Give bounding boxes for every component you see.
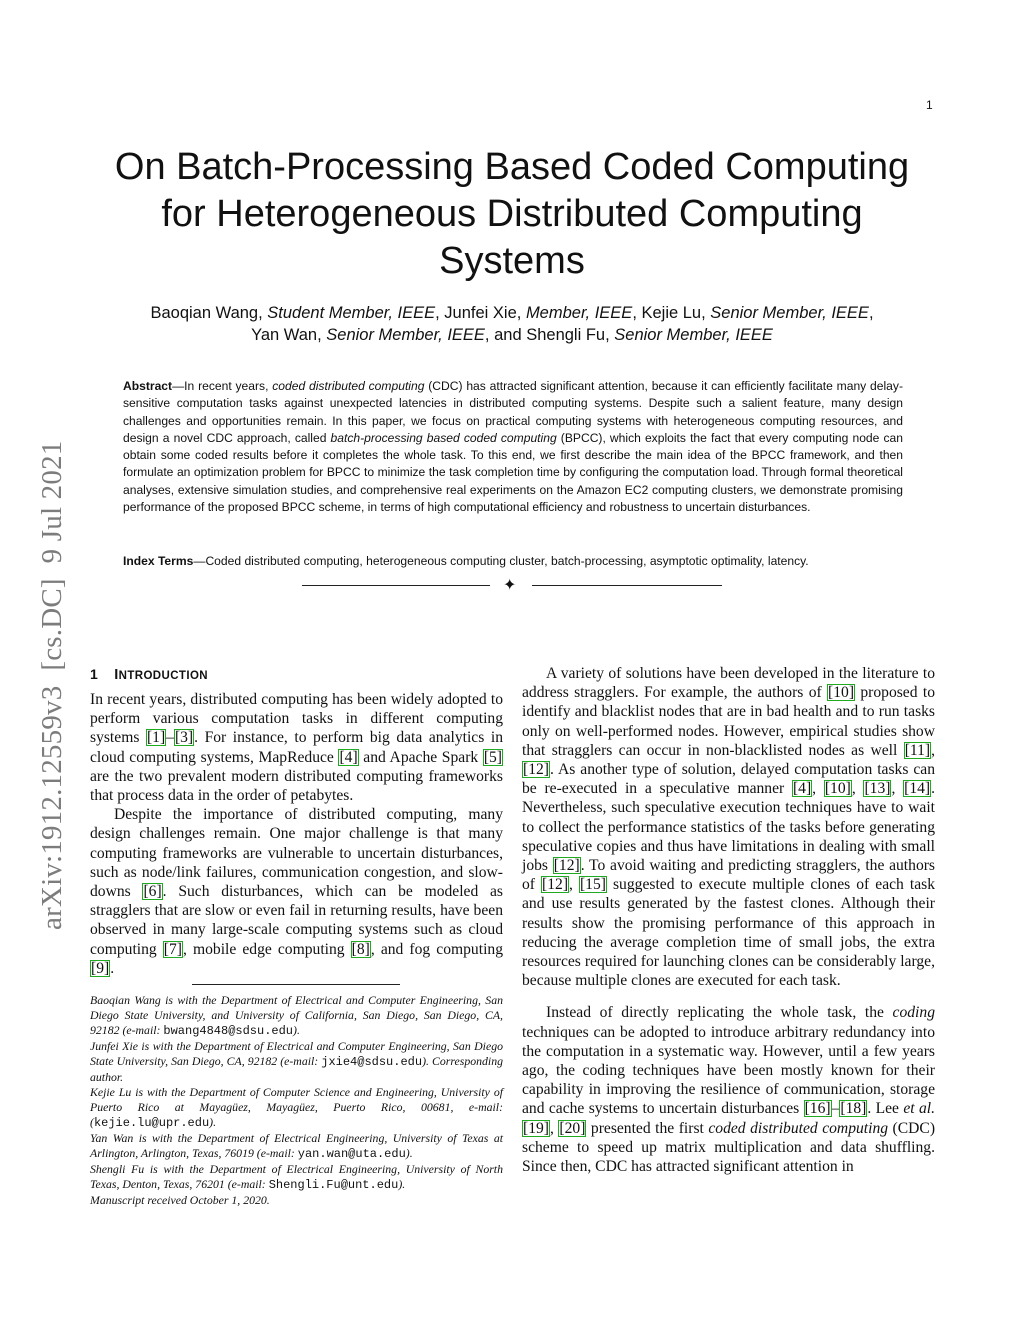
section-title-initial: I <box>114 667 119 683</box>
text-run: Instead of directly replicating the whole task, the <box>546 1004 893 1022</box>
text-run: , <box>891 780 904 798</box>
text-run: . Lee <box>867 1100 904 1118</box>
text-run: , mobile edge computing <box>182 940 351 958</box>
text-run: . Nevertheless, such speculative execution techniques have to wait to collect the performance statistics of the tasks before generating speculative copies and thus have limitations in dealing with small jobs <box>522 780 936 875</box>
text-run: , <box>569 876 579 894</box>
citation-link[interactable]: [20] <box>559 1119 586 1137</box>
citation-link[interactable]: [5] <box>483 748 502 766</box>
email-link[interactable]: yan.wan@uta.edu <box>297 1147 406 1162</box>
text-run: proposed to identify and blacklist nodes that are in bad health and to run tasks only on well-performed nodes. However, empirical studies show that stragglers can occur in non-blacklisted nodes as well <box>522 684 936 759</box>
citation-link[interactable]: [12] <box>553 857 580 875</box>
author-name: Baoqian Wang, <box>150 304 268 322</box>
abstract-text: (CDC) has attracted significant attention, because it can efficiently facilitate many delay-sensitive computation tasks against unexpected latencies in distributed computing systems. Despite such a salient feature, many design challenges and opportunities remain. In this paper, we focus on practical computing systems with heterogeneous computing resources, and design a novel CDC approach, called <box>123 379 903 445</box>
title-line: On Batch-Processing Based Coded Computing <box>114 146 910 188</box>
author-name: , Kejie Lu, <box>632 304 711 322</box>
author-membership: Senior Member, IEEE <box>710 304 869 322</box>
text-run: , <box>851 780 864 798</box>
text-run: . To avoid waiting and predicting stragglers, the authors of <box>522 857 935 894</box>
page-number: 1 <box>926 98 933 112</box>
citation-link[interactable]: [9] <box>91 959 110 977</box>
citation-link[interactable]: [4] <box>339 748 358 766</box>
text-run: techniques can be adopted to introduce arbitrary redundancy into the computation in a systematic way. However, until a few years ago, the coding techniques have been mostly known for their capability in improving the resilience of communication, storage and cache systems to uncertain disturbances <box>522 1023 935 1118</box>
text-run: and Apache Spark <box>358 748 483 766</box>
email-link[interactable]: bwang4848@sdsu.edu <box>163 1024 294 1039</box>
text-run: In recent years, distributed computing has been widely adopted to perform various computation tasks in different computing systems <box>90 691 503 747</box>
email-link[interactable]: jxie4@sdsu.edu <box>321 1055 423 1070</box>
text-run: ). <box>293 1023 300 1038</box>
citation-link[interactable]: [12] <box>523 761 549 779</box>
author-name: , and Shengli Fu, <box>484 326 615 344</box>
abstract-text: —In recent years, <box>172 379 273 393</box>
text-run: suggested to execute multiple clones of each task and use results generated by the fastest clones. Although their results show the promising performance of this approach in reducing the average completion time of small jobs, the extra resources required for launching clones can be considerably large, because multiple clones are executed for each task. <box>522 876 935 990</box>
paragraph <box>90 805 503 978</box>
author-membership: Student Member, IEEE <box>267 304 436 322</box>
text-run: , and fog computing <box>370 940 503 958</box>
author-line <box>60 302 964 324</box>
citation-link[interactable]: [7] <box>163 940 182 958</box>
author-line <box>60 324 964 346</box>
text-run: , <box>549 1119 559 1137</box>
footnote <box>90 1131 503 1162</box>
text-run: . As another type of solution, delayed computation tasks can be re-executed in a speculative manner <box>522 761 935 798</box>
citation-link[interactable]: [4] <box>792 780 812 798</box>
divider-star-icon: ✦ <box>503 575 517 594</box>
text-run: – <box>831 1100 840 1118</box>
text-run: Junfei Xie is with the Department of Electrical and Computer Engineering, San Diego State University, San Diego, CA, 92182 (e-mail: <box>90 1039 503 1069</box>
footnote-rule <box>192 984 400 985</box>
section-heading-introduction <box>90 664 503 686</box>
section-number: 1 <box>90 666 99 682</box>
author-name: Yan Wan, <box>251 326 327 344</box>
text-run: , <box>931 741 935 759</box>
footnote <box>90 993 503 1039</box>
footnote: Manuscript received October 1, 2020. <box>90 1193 270 1208</box>
text-run: ). <box>398 1177 406 1192</box>
footnote <box>90 1039 503 1085</box>
index-terms-label: Index Terms <box>123 554 194 568</box>
text-run: ). <box>209 1115 217 1130</box>
text-run: are the two prevalent modern distributed computing frameworks that process data in the order of petabytes. <box>90 767 503 805</box>
paragraph <box>90 690 503 805</box>
citation-link[interactable]: [3] <box>174 729 194 747</box>
author-list <box>60 302 964 346</box>
author-membership: Senior Member, IEEE <box>326 326 485 344</box>
abstract <box>123 378 903 516</box>
arxiv-identifier-stamp[interactable]: arXiv:1912.12559v3 [cs.DC] 9 Jul 2021 <box>36 440 68 930</box>
citation-link[interactable]: [12] <box>542 876 569 894</box>
citation-link[interactable]: [11] <box>904 741 931 759</box>
citation-link[interactable]: [14] <box>904 780 931 798</box>
index-terms <box>123 553 903 570</box>
text-run: Kejie Lu is with the Department of Computer Science and Engineering, University of Puerto Rico at Mayagüez, Mayagüez, Puerto Rico, 00681, e-mail: ( <box>90 1085 503 1130</box>
citation-link[interactable]: [6] <box>143 883 162 901</box>
paper-title <box>60 144 964 285</box>
abstract-label: Abstract <box>123 379 173 393</box>
paragraph <box>522 664 935 990</box>
citation-link[interactable]: [19] <box>523 1119 549 1137</box>
citation-link[interactable]: [10] <box>824 780 851 798</box>
paragraph <box>522 1003 935 1176</box>
email-link[interactable]: kejie.lu@upr.edu <box>93 1116 210 1131</box>
divider-line-left <box>302 585 490 586</box>
left-column <box>90 664 503 1208</box>
citation-link[interactable]: [16] <box>804 1100 831 1118</box>
divider-line-right <box>532 585 722 586</box>
citation-link[interactable]: [15] <box>579 876 606 894</box>
text-run: – <box>166 729 174 747</box>
text-run: Shengli Fu is with the Department of Electrical Engineering, University of North Texas, Denton, Texas, 76201 (e-mail: <box>90 1162 503 1192</box>
citation-link[interactable]: [1] <box>146 729 166 747</box>
citation-link[interactable]: [10] <box>828 684 855 702</box>
text-emphasis: coded distributed computing <box>708 1119 889 1137</box>
text-run: A variety of solutions have been developed in the literature to address stragglers. For example, the authors of <box>522 665 935 702</box>
footnote <box>90 1162 503 1193</box>
author-membership: Senior Member, IEEE <box>614 326 773 344</box>
footnotes <box>90 993 503 1208</box>
email-link[interactable]: Shengli.Fu@unt.edu <box>268 1178 399 1193</box>
author-membership: Member, IEEE <box>525 304 633 322</box>
index-terms-text: —Coded distributed computing, heterogeneous computing cluster, batch-processing, asymptotic optimality, latency. <box>193 554 809 568</box>
section-title-rest: NTRODUCTION <box>118 670 208 682</box>
right-column <box>522 664 935 1176</box>
text-run: , <box>812 780 824 798</box>
text-run: Yan Wan is with the Department of Electrical Engineering, University of Texas at Arlington, Arlington, Texas, 76019 (e-mail: <box>90 1131 503 1161</box>
text-run: Baoqian Wang is with the Department of Electrical and Computer Engineering, San Diego State University, and University of California, San Diego, San Diego, CA, 92182 (e-mail: <box>90 993 503 1038</box>
text-run: . Such disturbances, which can be modeled as stragglers that are slow or even fail in returning results, have been observed in many large-scale computing systems such as cloud computing <box>90 883 504 958</box>
author-name: , Junfei Xie, <box>435 304 526 322</box>
text-run: ). Corresponding author. <box>90 1054 503 1085</box>
title-line: Systems <box>439 240 585 282</box>
text-run: ). <box>405 1146 413 1161</box>
text-run: . <box>110 959 115 977</box>
text-emphasis: et al. <box>903 1100 935 1118</box>
footnote <box>90 1085 503 1131</box>
author-separator: , <box>868 304 874 322</box>
text-run: . For instance, to perform big data analytics in cloud computing systems, MapReduce <box>90 729 503 766</box>
abstract-emphasis: coded distributed computing <box>272 379 425 393</box>
citation-link[interactable]: [8] <box>351 940 370 958</box>
section-divider <box>302 575 722 595</box>
text-emphasis: coding <box>892 1004 935 1022</box>
text-run: (CDC) scheme to speed up matrix multiplication and data shuffling. Since then, CDC has attracted significant attention in <box>522 1119 936 1176</box>
abstract-text: (BPCC), which exploits the fact that every computing node can obtain some coded results before it completes the whole task. To this end, we first describe the main idea of the BPCC framework, and then formulate an optimization problem for BPCC to minimize the task completion time by configuring the computation load. Through formal theoretical analyses, extensive simulation studies, and comprehensive real experiments on the Amazon EC2 computing clusters, we demonstrate promising performance of the proposed BPCC scheme, in terms of high computational efficiency and robustness to uncertain disturbances. <box>123 430 903 515</box>
text-run: Despite the importance of distributed computing, many design challenges remain. One major challenge is that many computing frameworks are vulnerable to uncertain disturbances, such as node/link failures, communication congestion, and slow-downs <box>90 806 503 901</box>
citation-link[interactable]: [13] <box>864 780 891 798</box>
abstract-emphasis: batch-processing based coded computing <box>330 430 557 445</box>
text-run: presented the first <box>586 1119 709 1137</box>
title-line: for Heterogeneous Distributed Computing <box>161 193 863 235</box>
citation-link[interactable]: [18] <box>840 1100 867 1118</box>
